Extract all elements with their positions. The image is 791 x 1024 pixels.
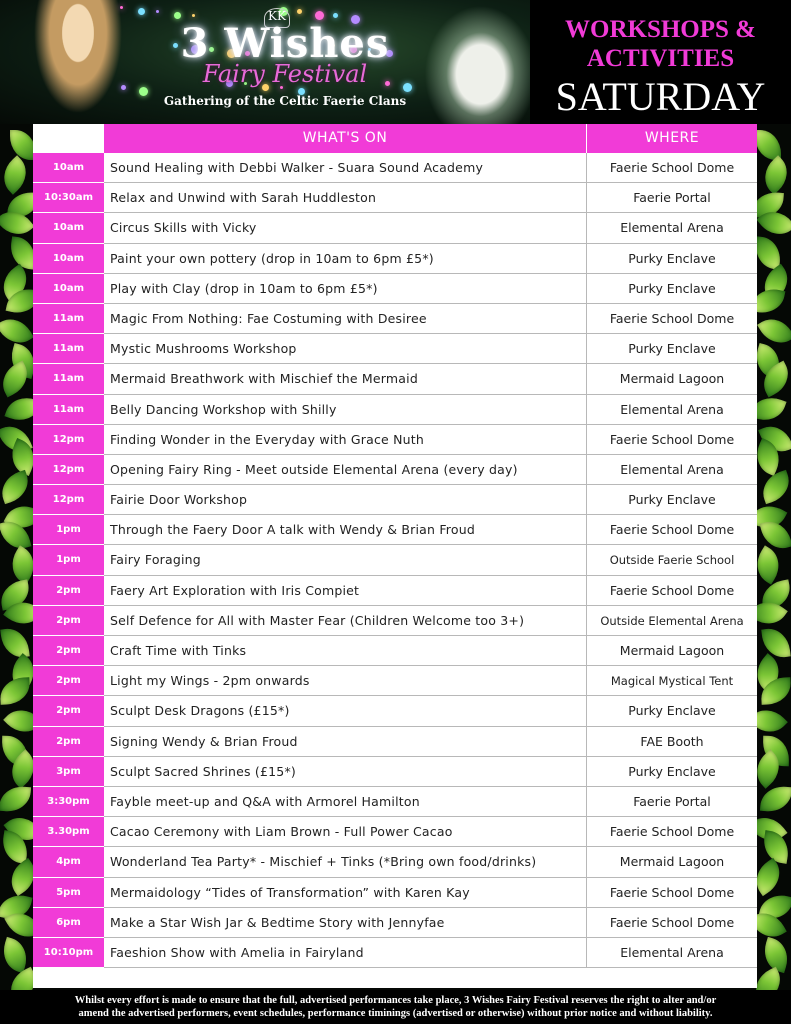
row-time: 11am	[33, 364, 104, 394]
row-time: 1pm	[33, 545, 104, 575]
row-activity: Cacao Ceremony with Liam Brown - Full Power Cacao	[104, 817, 587, 846]
table-row	[33, 908, 757, 938]
row-time: 2pm	[33, 576, 104, 606]
row-activity: Mermaid Breathwork with Mischief the Mermaid	[104, 364, 587, 393]
ivy-leaf-icon	[760, 785, 791, 814]
sparkle-icon	[174, 12, 181, 19]
row-activity: Relax and Unwind with Sarah Huddleston	[104, 183, 587, 212]
sparkle-icon	[139, 87, 148, 96]
row-time: 12pm	[33, 455, 104, 485]
ivy-leaf-icon	[761, 830, 791, 864]
row-time: 10:10pm	[33, 938, 104, 968]
row-time: 12pm	[33, 425, 104, 455]
heading-line-1: WORKSHOPS &	[565, 16, 756, 43]
table-row	[33, 878, 757, 908]
row-activity: Wonderland Tea Party* - Mischief + Tinks (*Bring own food/drinks)	[104, 847, 587, 876]
row-time: 10am	[33, 213, 104, 243]
logo-title: 3 Wishes	[180, 20, 390, 67]
logo-tagline: Gathering of the Celtic Faerie Clans	[163, 94, 407, 108]
row-time: 3:30pm	[33, 787, 104, 817]
table-row	[33, 817, 757, 847]
row-activity: Finding Wonder in the Everyday with Grace Nuth	[104, 425, 587, 454]
row-location: Outside Elemental Arena	[600, 613, 744, 628]
ivy-leaf-icon	[0, 785, 31, 814]
row-time: 2pm	[33, 606, 104, 636]
row-time: 2pm	[33, 636, 104, 666]
row-time: 11am	[33, 304, 104, 334]
row-time: 3pm	[33, 757, 104, 787]
fairy-portrait-image	[28, 0, 128, 124]
row-location: Faerie School Dome	[609, 914, 735, 930]
table-row	[33, 455, 757, 485]
row-location: Faerie Portal	[633, 190, 711, 206]
row-activity: Faery Art Exploration with Iris Compiet	[104, 576, 587, 605]
row-activity: Signing Wendy & Brian Froud	[104, 727, 587, 756]
row-activity: Magic From Nothing: Fae Costuming with Desiree	[104, 304, 587, 333]
row-location: Elemental Arena	[620, 401, 724, 417]
row-location: Faerie School Dome	[609, 522, 735, 538]
row-activity: Light my Wings - 2pm onwards	[104, 666, 587, 695]
fairy-dancers-image	[420, 0, 530, 124]
row-time: 6pm	[33, 908, 104, 938]
schedule-rows	[33, 153, 757, 968]
row-time: 2pm	[33, 666, 104, 696]
row-activity: Belly Dancing Workshop with Shilly	[104, 395, 587, 424]
row-activity: Mermaidology “Tides of Transformation” with Karen Kay	[104, 878, 587, 907]
festival-banner	[0, 0, 530, 124]
disclaimer-line-2: amend the advertised performers, event schedules, performance timinings (advertised or otherwise) without prior notice and without liability.	[78, 1008, 713, 1019]
table-row	[33, 425, 757, 455]
schedule-table	[33, 124, 757, 988]
row-time: 11am	[33, 395, 104, 425]
table-row	[33, 485, 757, 515]
row-activity: Play with Clay (drop in 10am to 6pm £5*)	[104, 274, 587, 303]
table-row	[33, 938, 757, 968]
table-row	[33, 244, 757, 274]
column-header-where: WHERE	[644, 130, 700, 146]
row-activity: Sculpt Sacred Shrines (£15*)	[104, 757, 587, 786]
table-header	[104, 124, 757, 153]
sparkle-icon	[192, 14, 195, 17]
row-location: FAE Booth	[640, 733, 704, 749]
ivy-border-right	[751, 0, 791, 1024]
sparkle-icon	[315, 11, 324, 20]
table-row	[33, 274, 757, 304]
row-time: 10am	[33, 274, 104, 304]
row-location: Mermaid Lagoon	[619, 371, 725, 387]
table-row	[33, 847, 757, 877]
row-time: 4pm	[33, 847, 104, 877]
row-location: Outside Faerie School	[609, 553, 735, 568]
row-activity: Fairy Foraging	[104, 545, 587, 574]
table-row	[33, 395, 757, 425]
row-activity: Sculpt Desk Dragons (£15*)	[104, 696, 587, 725]
row-location: Faerie School Dome	[609, 431, 735, 447]
table-row	[33, 304, 757, 334]
row-location: Purky Enclave	[628, 492, 716, 508]
row-activity: Circus Skills with Vicky	[104, 213, 587, 242]
table-row	[33, 213, 757, 243]
ivy-leaf-icon	[758, 470, 791, 504]
heading-line-2: ACTIVITIES	[586, 45, 735, 72]
row-time: 1pm	[33, 515, 104, 545]
heading-day: SATURDAY	[555, 74, 766, 119]
row-time: 2pm	[33, 727, 104, 757]
disclaimer	[0, 990, 791, 1024]
row-activity: Craft Time with Tinks	[104, 636, 587, 665]
page-heading	[530, 0, 791, 124]
ivy-leaf-icon	[0, 155, 35, 194]
table-row	[33, 364, 757, 394]
row-location: Elemental Arena	[620, 944, 724, 960]
row-time: 10:30am	[33, 183, 104, 213]
table-row	[33, 545, 757, 575]
row-location: Faerie Portal	[633, 793, 711, 809]
row-location: Purky Enclave	[628, 763, 716, 779]
row-activity: Faeshion Show with Amelia in Fairyland	[104, 938, 587, 967]
sparkle-icon	[333, 13, 338, 18]
sparkle-icon	[138, 8, 145, 15]
row-location: Faerie School Dome	[609, 160, 735, 175]
sparkle-icon	[156, 10, 159, 13]
row-location: Purky Enclave	[628, 341, 716, 357]
row-activity: Self Defence for All with Master Fear (Children Welcome too 3+)	[104, 606, 587, 635]
table-row	[33, 606, 757, 636]
table-row	[33, 153, 757, 183]
row-location: Purky Enclave	[628, 250, 716, 266]
row-time: 12pm	[33, 485, 104, 515]
table-row	[33, 666, 757, 696]
row-time: 10am	[33, 153, 104, 183]
row-activity: Sound Healing with Debbi Walker - Suara Sound Academy	[104, 153, 587, 182]
disclaimer-line-1: Whilst every effort is made to ensure that the full, advertised performances take place, 3 Wishes Fairy Festival reserves the right to alter and/or	[74, 995, 717, 1006]
row-location: Faerie School Dome	[609, 884, 735, 900]
row-location: Purky Enclave	[628, 703, 716, 719]
row-activity: Opening Fairy Ring - Meet outside Elemental Arena (every day)	[104, 455, 587, 484]
row-location: Elemental Arena	[620, 220, 724, 236]
row-time: 5pm	[33, 878, 104, 908]
sparkle-icon	[297, 9, 302, 14]
row-location: Purky Enclave	[628, 280, 716, 296]
table-row	[33, 576, 757, 606]
row-activity: Fairie Door Workshop	[104, 485, 587, 514]
row-time: 10am	[33, 244, 104, 274]
ivy-leaf-icon	[756, 155, 791, 194]
table-row	[33, 787, 757, 817]
row-location: Faerie School Dome	[609, 824, 735, 840]
row-location: Magical Mystical Tent	[610, 674, 734, 689]
table-row	[33, 727, 757, 757]
row-location: Faerie School Dome	[609, 310, 735, 326]
ivy-leaf-icon	[0, 677, 31, 705]
table-row	[33, 757, 757, 787]
table-row	[33, 515, 757, 545]
table-row	[33, 636, 757, 666]
row-activity: Fayble meet-up and Q&A with Armorel Hamilton	[104, 787, 587, 816]
row-location: Mermaid Lagoon	[619, 643, 725, 658]
row-time: 3.30pm	[33, 817, 104, 847]
row-location: Faerie School Dome	[609, 582, 735, 598]
row-time: 11am	[33, 334, 104, 364]
row-activity: Make a Star Wish Jar & Bedtime Story with Jennyfae	[104, 908, 587, 937]
row-activity: Through the Faery Door A talk with Wendy & Brian Froud	[104, 515, 587, 544]
table-row	[33, 183, 757, 213]
logo-emblem: KK	[264, 8, 290, 28]
table-row	[33, 334, 757, 364]
table-row	[33, 696, 757, 726]
row-activity: Mystic Mushrooms Workshop	[104, 334, 587, 363]
logo-subtitle: Fairy Festival	[202, 60, 368, 88]
row-time: 2pm	[33, 696, 104, 726]
column-header-whats-on: WHAT'S ON	[104, 124, 587, 153]
row-location: Elemental Arena	[620, 461, 724, 477]
row-location: Mermaid Lagoon	[619, 854, 725, 870]
row-activity: Paint your own pottery (drop in 10am to 6pm £5*)	[104, 244, 587, 273]
